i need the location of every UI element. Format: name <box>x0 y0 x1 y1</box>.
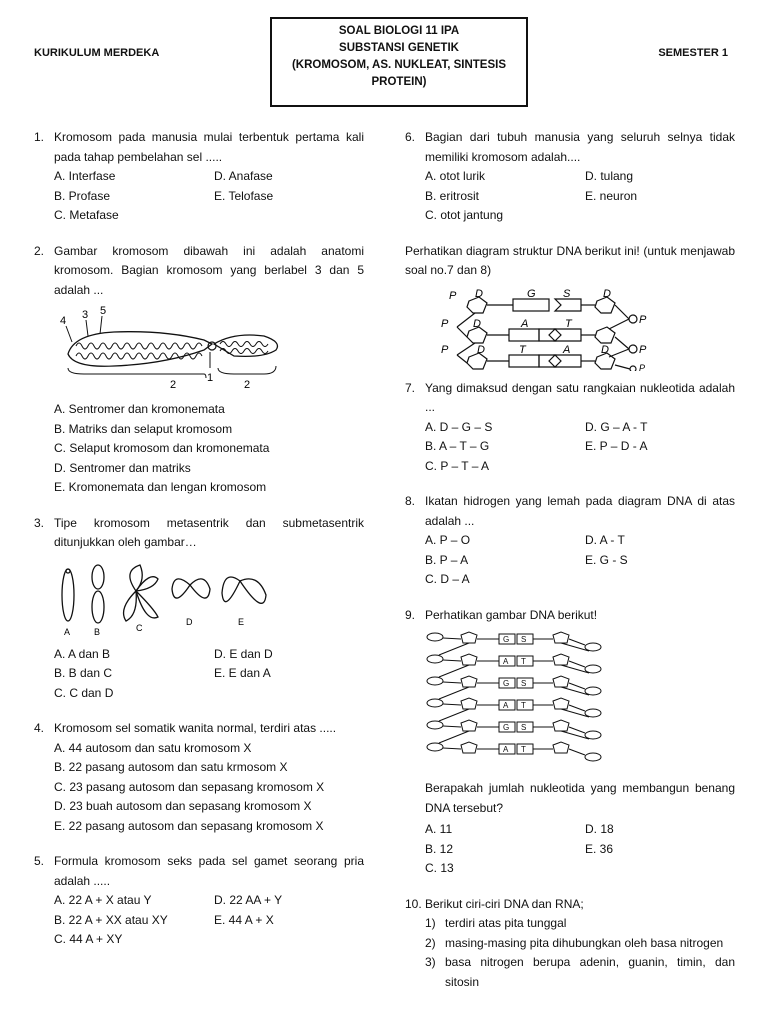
base-label: S <box>521 679 527 688</box>
backbone-bond <box>569 661 585 667</box>
answer-options <box>54 400 364 498</box>
dna-structure-figure <box>433 287 673 371</box>
statement-number: 3) <box>425 955 436 969</box>
answer-options <box>425 820 735 879</box>
answer-option[interactable]: C. otot jantung <box>425 208 504 222</box>
sugar-left <box>461 720 477 731</box>
sugar-left <box>461 698 477 709</box>
question-stem: Perhatikan gambar DNA berikut! <box>425 607 598 622</box>
answer-option[interactable]: C. 23 pasang autosom dan sepasang kromosom X <box>54 779 325 794</box>
question-number: 5. <box>34 854 45 868</box>
statement-item <box>425 953 735 992</box>
backbone-bond <box>443 682 461 683</box>
answer-option[interactable]: B. B dan C <box>54 666 113 680</box>
figure-label: D <box>186 616 193 627</box>
question-stem-continued: Berapakah jumlah nukleotida yang membangun benang DNA tersebut? <box>425 781 735 815</box>
phosphate-right <box>585 665 601 673</box>
backbone-link <box>439 731 469 743</box>
answer-option[interactable]: E. 36 <box>585 841 614 856</box>
statement-item <box>425 934 735 954</box>
sugar-right <box>553 632 569 643</box>
figure-label: 1 <box>207 372 214 384</box>
sugar-right <box>553 676 569 687</box>
question-number: 1. <box>34 130 45 144</box>
phosphate-right <box>585 709 601 717</box>
title-line: (KROMOSOM, AS. NUKLEAT, SINTESIS <box>291 59 507 71</box>
answer-option[interactable]: E. 22 pasang autosom dan sepasang kromosom X <box>54 818 324 833</box>
answer-options <box>425 418 735 477</box>
sugar-right <box>553 720 569 731</box>
answer-option[interactable]: B. Matriks dan selaput kromosom <box>54 421 233 436</box>
figure-label: P <box>441 343 449 356</box>
answer-option[interactable]: C. D – A <box>425 572 470 586</box>
answer-option[interactable]: D. E dan D <box>214 646 273 661</box>
statement-number: 2) <box>425 935 436 950</box>
answer-option[interactable]: C. 13 <box>425 861 454 875</box>
answer-option[interactable]: E. P – D - A <box>585 439 648 453</box>
backbone-bond <box>443 704 461 705</box>
figure-label: 4 <box>60 315 67 327</box>
figure-label: D <box>601 343 609 356</box>
figure-label: 2 <box>244 379 251 391</box>
answer-options <box>425 531 735 590</box>
phosphate-right <box>585 753 601 761</box>
answer-option[interactable]: D. Sentromer dan matriks <box>54 460 191 475</box>
chromosome-anatomy-figure <box>54 306 284 392</box>
answer-option[interactable]: A. D – G – S <box>425 419 493 434</box>
question-2 <box>34 242 364 498</box>
base-label: S <box>521 723 527 732</box>
phosphate-left <box>427 699 443 707</box>
question-number: 2. <box>34 243 45 258</box>
sugar-left <box>461 654 477 665</box>
figure-label: D <box>603 287 611 300</box>
figure-label: P <box>449 289 457 302</box>
answer-option[interactable]: E. neuron <box>585 188 638 203</box>
figure-label: 5 <box>100 306 107 317</box>
dna-ladder-figure <box>425 631 605 771</box>
answer-options <box>425 167 735 226</box>
answer-option[interactable]: A. P – O <box>425 533 471 547</box>
base-label: G <box>503 679 510 688</box>
right-column <box>405 128 735 1008</box>
answer-option[interactable]: A. Sentromer dan kromonemata <box>54 402 225 416</box>
question-6 <box>405 128 735 226</box>
semester-label: SEMESTER 1 <box>658 47 728 59</box>
sugar-left <box>461 632 477 643</box>
answer-option[interactable]: A. 22 A + X atau Y <box>54 893 152 907</box>
title-line: SUBSTANSI GENETIK <box>339 42 459 54</box>
answer-option[interactable]: B. eritrosit <box>425 188 480 203</box>
figure-label: A <box>64 626 71 637</box>
figure-label: T <box>565 317 572 330</box>
answer-option[interactable]: A. Interfase <box>54 169 116 183</box>
backbone-link <box>439 709 469 721</box>
answer-options <box>54 167 364 226</box>
question-3 <box>34 514 364 704</box>
figure-label: P <box>441 317 449 330</box>
statement-text: terdiri atas pita tunggal <box>445 916 567 930</box>
phosphate-right <box>585 731 601 739</box>
question-number: 3. <box>34 515 45 530</box>
title-line: SOAL BIOLOGI 11 IPA <box>338 25 460 37</box>
figure-label: D <box>473 317 481 330</box>
answer-option[interactable]: C. Metafase <box>54 208 119 222</box>
backbone-bond <box>443 726 461 727</box>
sugar-left <box>461 742 477 753</box>
backbone-bond <box>569 705 585 711</box>
answer-option[interactable]: C. Selaput kromosom dan kromonemata <box>54 441 270 455</box>
question-stem: Kromosom pada manusia mulai terbentuk pertama kali pada tahap pembelahan sel ..... <box>54 130 364 164</box>
backbone-bond <box>443 748 461 749</box>
sugar-right <box>553 698 569 709</box>
figure-label: 3 <box>82 309 89 321</box>
answer-option[interactable]: D. tulang <box>585 169 634 183</box>
sugar-right <box>553 654 569 665</box>
answer-option[interactable]: B. A – T – G <box>425 439 490 453</box>
base-label: A <box>503 745 509 754</box>
backbone-link <box>439 643 469 655</box>
question-stem: Formula kromosom seks pada sel gamet seorang pria adalah ..... <box>54 854 364 888</box>
figure-label: A <box>563 343 571 356</box>
question-10 <box>405 895 735 993</box>
question-number: 4. <box>34 721 45 735</box>
answer-option[interactable]: D. 18 <box>585 822 614 836</box>
backbone-bond <box>569 683 585 689</box>
answer-options <box>54 645 364 704</box>
figure-label: P <box>639 313 647 326</box>
question-number: 9. <box>405 607 416 622</box>
question-stem: Yang dimaksud dengan satu rangkaian nukleotida adalah ... <box>425 380 735 414</box>
question-stem: Kromosom sel somatik wanita normal, terdiri atas ..... <box>54 721 337 735</box>
question-1 <box>34 128 364 226</box>
question-stem: Bagian dari tubuh manusia yang seluruh selnya tidak memiliki kromosom adalah.... <box>425 130 735 164</box>
phosphate-left <box>427 743 443 751</box>
answer-option[interactable]: D. 22 AA + Y <box>214 893 283 907</box>
statement-list <box>425 914 735 992</box>
figure-label: D <box>477 343 485 356</box>
phosphate-left <box>427 721 443 729</box>
answer-option[interactable]: C. C dan D <box>54 685 114 700</box>
answer-option[interactable]: C. 44 A + XY <box>54 932 123 946</box>
answer-option[interactable]: E. Telofase <box>214 188 274 203</box>
question-stem: Gambar kromosom dibawah ini adalah anatomi kromosom. Bagian kromosom yang berlabel 3 dan 5 adalah ... <box>54 243 364 297</box>
statement-item <box>425 914 735 934</box>
backbone-link <box>439 665 469 677</box>
phosphate-right <box>585 687 601 695</box>
figure-label: P <box>639 362 646 371</box>
title-line: PROTEIN) <box>371 76 427 88</box>
statement-text: masing-masing pita dihubungkan oleh basa nitrogen <box>445 935 724 950</box>
answer-option[interactable]: B. Profase <box>54 188 111 203</box>
figure-label: 2 <box>170 379 177 391</box>
answer-option[interactable]: B. 22 pasang autosom dan satu krmosom X <box>54 760 288 774</box>
figure-label: E <box>238 616 245 627</box>
answer-option[interactable]: E. E dan A <box>214 666 271 680</box>
statement-number: 1) <box>425 916 436 930</box>
question-9 <box>405 606 735 879</box>
question-8 <box>405 492 735 590</box>
backbone-bond <box>443 638 461 639</box>
sugar-right <box>553 742 569 753</box>
answer-option[interactable]: D. A - T <box>585 533 625 547</box>
question-number: 6. <box>405 130 416 144</box>
phosphate-right <box>585 643 601 651</box>
question-stem: Tipe kromosom metasentrik dan submetasentrik ditunjukkan oleh gambar… <box>54 515 364 549</box>
question-number: 10. <box>405 896 422 911</box>
chromosome-types-figure <box>54 559 284 637</box>
figure-label: S <box>563 287 571 300</box>
question-4 <box>34 719 364 836</box>
question-stem: Berikut ciri-ciri DNA dan RNA; <box>425 896 584 911</box>
figure-label: D <box>475 287 483 300</box>
answer-option[interactable]: D. Anafase <box>214 169 273 183</box>
figure-label: P <box>639 343 647 356</box>
backbone-bond <box>569 639 585 645</box>
phosphate-left <box>427 677 443 685</box>
dna-diagram-intro: Perhatikan diagram struktur DNA berikut ini! (untuk menjawab soal no.7 dan 8) <box>405 243 735 277</box>
answer-option[interactable]: E. 44 A + X <box>214 912 274 927</box>
answer-option[interactable]: B. 12 <box>425 841 454 856</box>
answer-options <box>54 891 364 950</box>
question-stem: Ikatan hidrogen yang lemah pada diagram DNA di atas adalah ... <box>425 494 735 528</box>
backbone-bond <box>569 727 585 733</box>
figure-label: T <box>519 343 526 356</box>
question-7 <box>405 379 735 477</box>
base-label: T <box>521 657 526 666</box>
answer-option[interactable]: E. G - S <box>585 552 628 567</box>
backbone-bond <box>443 660 461 661</box>
phosphate-left <box>427 655 443 663</box>
answer-option[interactable]: A. otot lurik <box>425 169 486 183</box>
answer-option[interactable]: D. 23 buah autosom dan sepasang kromosom X <box>54 799 312 813</box>
answer-option[interactable]: B. P – A <box>425 552 469 567</box>
answer-option[interactable]: B. 22 A + XX atau XY <box>54 912 168 927</box>
question-number: 7. <box>405 380 416 395</box>
question-5 <box>34 852 364 950</box>
base-label: A <box>503 657 509 666</box>
answer-option[interactable]: E. Kromonemata dan lengan kromosom <box>54 480 267 494</box>
answer-option[interactable]: A. 44 autosom dan satu kromosom X <box>54 740 252 755</box>
base-label: G <box>503 635 510 644</box>
left-column <box>34 128 364 966</box>
answer-options <box>54 739 364 837</box>
phosphate-left <box>427 633 443 641</box>
answer-option[interactable]: A. A dan B <box>54 646 111 661</box>
backbone-bond <box>569 749 585 755</box>
backbone-link <box>439 687 469 699</box>
base-label: A <box>503 701 509 710</box>
question-number: 8. <box>405 494 416 508</box>
base-label: G <box>503 723 510 732</box>
figure-label: B <box>94 626 101 637</box>
figure-label: A <box>521 317 529 330</box>
statement-text: basa nitrogen berupa adenin, guanin, timin, dan sitosin <box>445 955 735 989</box>
answer-option[interactable]: A. 11 <box>425 822 453 836</box>
base-label: S <box>521 635 527 644</box>
figure-label: G <box>527 287 536 300</box>
base-label: T <box>521 701 526 710</box>
answer-option[interactable]: C. P – T – A <box>425 458 490 473</box>
curriculum-label: KURIKULUM MERDEKA <box>34 47 160 59</box>
exam-title-box <box>270 17 528 107</box>
figure-label: C <box>136 622 143 633</box>
base-label: T <box>521 745 526 754</box>
answer-option[interactable]: D. G – A - T <box>585 419 648 434</box>
sugar-left <box>461 676 477 687</box>
